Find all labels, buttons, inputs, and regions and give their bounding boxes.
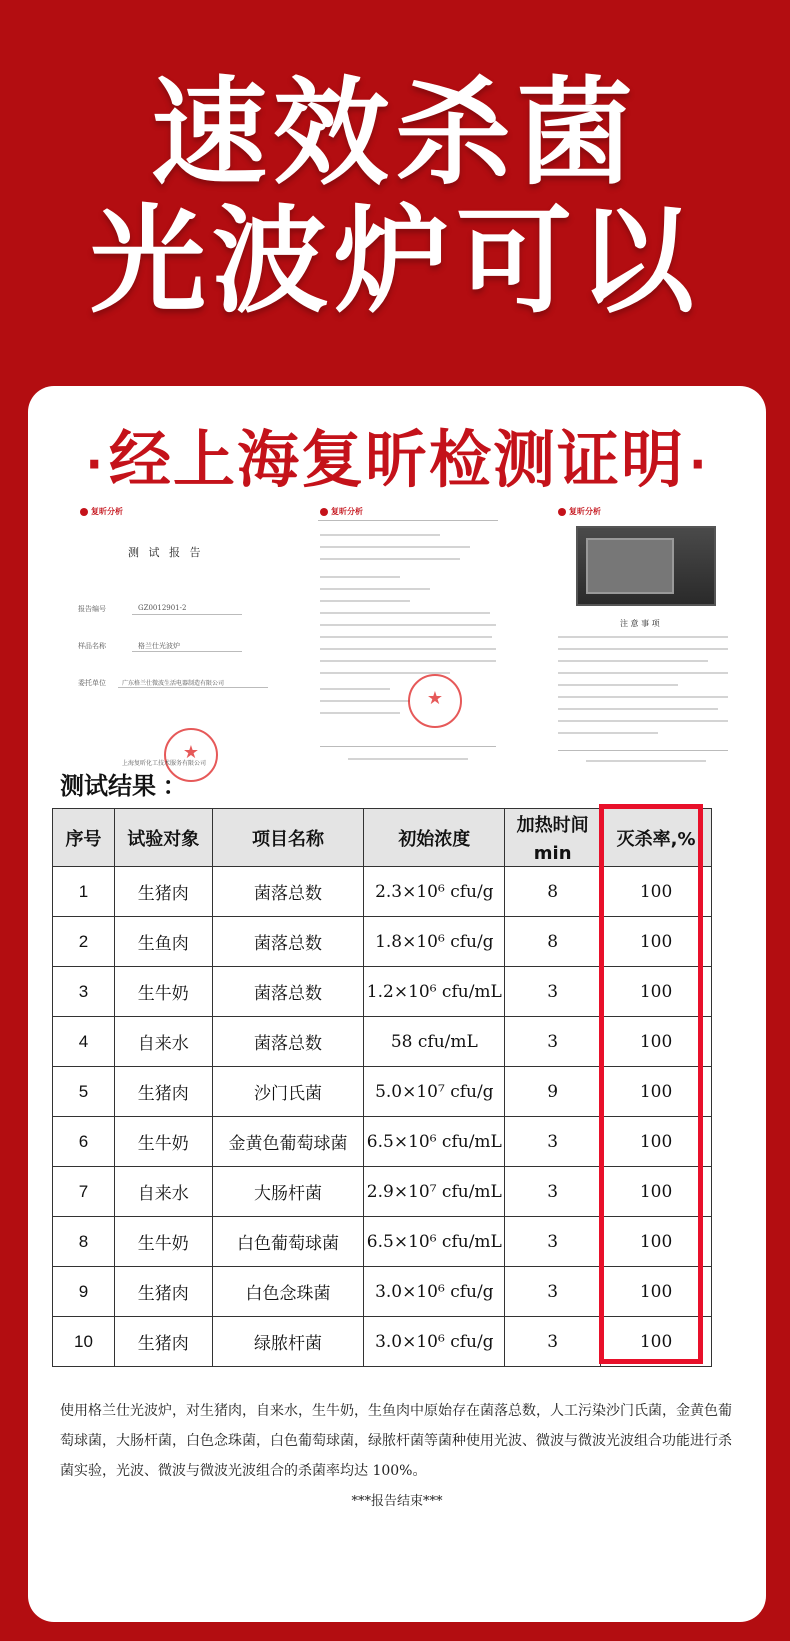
header-object: 试验对象: [114, 809, 212, 867]
header-heating-time: [505, 809, 601, 867]
text-line: [320, 558, 460, 560]
table-row: [53, 1117, 712, 1167]
cell-concentration: 1.2×10⁶ cfu/mL: [364, 967, 505, 1017]
client-value: 广东格兰仕微波生活电器制造有限公司: [122, 680, 225, 687]
text-line: [558, 648, 728, 650]
cell-no: 7: [53, 1167, 115, 1217]
text-line: [558, 720, 728, 722]
cell-item: 金黄色葡萄球菌: [212, 1117, 364, 1167]
certificate-card: [28, 386, 766, 1622]
table-row: [53, 1067, 712, 1117]
cell-concentration: 1.8×10⁶ cfu/g: [364, 917, 505, 967]
cell-no: 8: [53, 1217, 115, 1267]
cell-concentration: 6.5×10⁶ cfu/mL: [364, 1117, 505, 1167]
cell-heating-time: 3: [505, 1117, 601, 1167]
title-dot-left: ·: [85, 436, 105, 491]
table-row: [53, 1317, 712, 1367]
cell-object: 生牛奶: [114, 1217, 212, 1267]
issuer-name: 上海复昕化工技术服务有限公司: [122, 760, 207, 767]
cell-no: 4: [53, 1017, 115, 1067]
cell-no: 3: [53, 967, 115, 1017]
hero-title-line2: 光波炉可以: [90, 194, 700, 329]
cell-kill-rate: 100: [601, 1267, 712, 1317]
doc-logo: 复昕分析: [80, 506, 123, 517]
text-line: [320, 624, 496, 626]
underline: [132, 651, 242, 652]
text-line: [558, 732, 658, 734]
results-table: [52, 808, 712, 1367]
text-line: [320, 588, 430, 590]
text-line: [320, 600, 410, 602]
table-row: [53, 917, 712, 967]
text-line: [320, 648, 496, 650]
header-concentration: 初始浓度: [364, 809, 505, 867]
text-line: [558, 708, 718, 710]
cell-heating-time: 3: [505, 1167, 601, 1217]
sample-name-value: 格兰仕光波炉: [138, 642, 180, 650]
text-line: [320, 546, 470, 548]
doc-logo: 复昕分析: [320, 506, 363, 517]
cell-no: 2: [53, 917, 115, 967]
cell-object: 生牛奶: [114, 1117, 212, 1167]
cell-no: 5: [53, 1067, 115, 1117]
cell-kill-rate: 100: [601, 1167, 712, 1217]
cell-kill-rate: 100: [601, 867, 712, 917]
report-info-thumbnail: [308, 496, 508, 786]
table-row: [53, 1217, 712, 1267]
text-line: [558, 672, 728, 674]
footer-rule: [558, 750, 728, 751]
sample-photo: [576, 526, 716, 606]
cell-object: 生鱼肉: [114, 917, 212, 967]
client-label: 委托单位: [78, 679, 106, 687]
cell-kill-rate: 100: [601, 1117, 712, 1167]
underline: [132, 614, 242, 615]
cell-item: 白色念珠菌: [212, 1267, 364, 1317]
table-row: [53, 867, 712, 917]
header-heating-time-label: 加热时间: [516, 815, 589, 836]
table-row: [53, 1167, 712, 1217]
certification-title: [28, 410, 766, 499]
cell-heating-time: 8: [505, 917, 601, 967]
footer-line: [586, 760, 706, 762]
footer-line: [348, 758, 468, 760]
cell-no: 10: [53, 1317, 115, 1367]
cell-kill-rate: 100: [601, 917, 712, 967]
cell-heating-time: 8: [505, 867, 601, 917]
cell-concentration: 58 cfu/mL: [364, 1017, 505, 1067]
cell-concentration: 5.0×10⁷ cfu/g: [364, 1067, 505, 1117]
text-line: [320, 612, 490, 614]
text-line: [320, 688, 390, 690]
hero-banner: [0, 66, 790, 329]
red-seal-icon: [408, 674, 462, 728]
table-row: [53, 1267, 712, 1317]
cell-heating-time: 3: [505, 1217, 601, 1267]
cell-object: 生猪肉: [114, 1267, 212, 1317]
cell-concentration: 3.0×10⁶ cfu/g: [364, 1317, 505, 1367]
report-number-label: 报告编号: [78, 605, 106, 613]
header-kill-rate: 灭杀率,%: [601, 809, 712, 867]
cell-kill-rate: 100: [601, 1317, 712, 1367]
cell-object: 生猪肉: [114, 1067, 212, 1117]
cell-object: 生牛奶: [114, 967, 212, 1017]
title-dot-right: ·: [689, 436, 709, 491]
hero-title-line1: 速效杀菌: [151, 66, 639, 201]
table-row: [53, 967, 712, 1017]
header-heating-time-unit: min: [533, 843, 572, 864]
doc-logo: 复昕分析: [558, 506, 601, 517]
text-line: [320, 636, 492, 638]
cell-concentration: 6.5×10⁶ cfu/mL: [364, 1217, 505, 1267]
text-line: [558, 636, 728, 638]
cell-no: 1: [53, 867, 115, 917]
cell-item: 白色葡萄球菌: [212, 1217, 364, 1267]
certification-title-text: 经上海复昕检测证明: [108, 423, 685, 496]
cell-item: 菌落总数: [212, 917, 364, 967]
cell-no: 9: [53, 1267, 115, 1317]
text-line: [558, 660, 708, 662]
text-line: [320, 660, 496, 662]
cell-heating-time: 3: [505, 1267, 601, 1317]
cell-kill-rate: 100: [601, 1067, 712, 1117]
cell-kill-rate: 100: [601, 1017, 712, 1067]
text-line: [558, 684, 678, 686]
cell-item: 沙门氏菌: [212, 1067, 364, 1117]
header-item: 项目名称: [212, 809, 364, 867]
report-cover-title: 测 试 报 告: [128, 546, 204, 559]
cell-kill-rate: 100: [601, 1217, 712, 1267]
text-line: [320, 712, 400, 714]
header-no: 序号: [53, 809, 115, 867]
cell-item: 菌落总数: [212, 967, 364, 1017]
text-line: [320, 576, 400, 578]
cell-heating-time: 3: [505, 1317, 601, 1367]
cell-object: 自来水: [114, 1017, 212, 1067]
cell-item: 菌落总数: [212, 867, 364, 917]
cell-heating-time: 9: [505, 1067, 601, 1117]
cell-object: 生猪肉: [114, 1317, 212, 1367]
underline: [118, 687, 268, 688]
cell-item: 绿脓杆菌: [212, 1317, 364, 1367]
report-end-note: ***报告结束***: [351, 1494, 443, 1509]
cell-item: 菌落总数: [212, 1017, 364, 1067]
sample-name-label: 样品名称: [78, 642, 106, 650]
text-line: [320, 534, 440, 536]
header-rule: [318, 520, 498, 521]
text-line: [320, 700, 410, 702]
cell-heating-time: 3: [505, 1017, 601, 1067]
report-cover-thumbnail: [68, 496, 278, 786]
signature-rule: [320, 746, 496, 747]
table-header-row: [53, 809, 712, 867]
cell-concentration: 2.3×10⁶ cfu/g: [364, 867, 505, 917]
report-number-value: GZ0012901-2: [138, 604, 187, 612]
cell-object: 自来水: [114, 1167, 212, 1217]
cell-object: 生猪肉: [114, 867, 212, 917]
report-notice-thumbnail: [546, 496, 742, 786]
cell-concentration: 2.9×10⁷ cfu/mL: [364, 1167, 505, 1217]
cell-kill-rate: 100: [601, 967, 712, 1017]
table-row: [53, 1017, 712, 1067]
cell-no: 6: [53, 1117, 115, 1167]
cell-heating-time: 3: [505, 967, 601, 1017]
summary-paragraph: 使用格兰仕光波炉，对生猪肉，自来水，生牛奶，生鱼肉中原始存在菌落总数，人工污染沙门氏菌，金黄色葡萄球菌，大肠杆菌，白色念珠菌，白色葡萄球菌，绿脓杆菌等菌种使用光波、微波与微波光波组合功能进行杀菌实验，光波、微波与微波光波组合的杀菌率均达 100%。: [60, 1403, 732, 1479]
cell-concentration: 3.0×10⁶ cfu/g: [364, 1267, 505, 1317]
results-heading: 测试结果 ：: [60, 773, 187, 800]
text-line: [558, 696, 728, 698]
notice-title: 注 意 事 项: [620, 619, 660, 628]
cell-item: 大肠杆菌: [212, 1167, 364, 1217]
